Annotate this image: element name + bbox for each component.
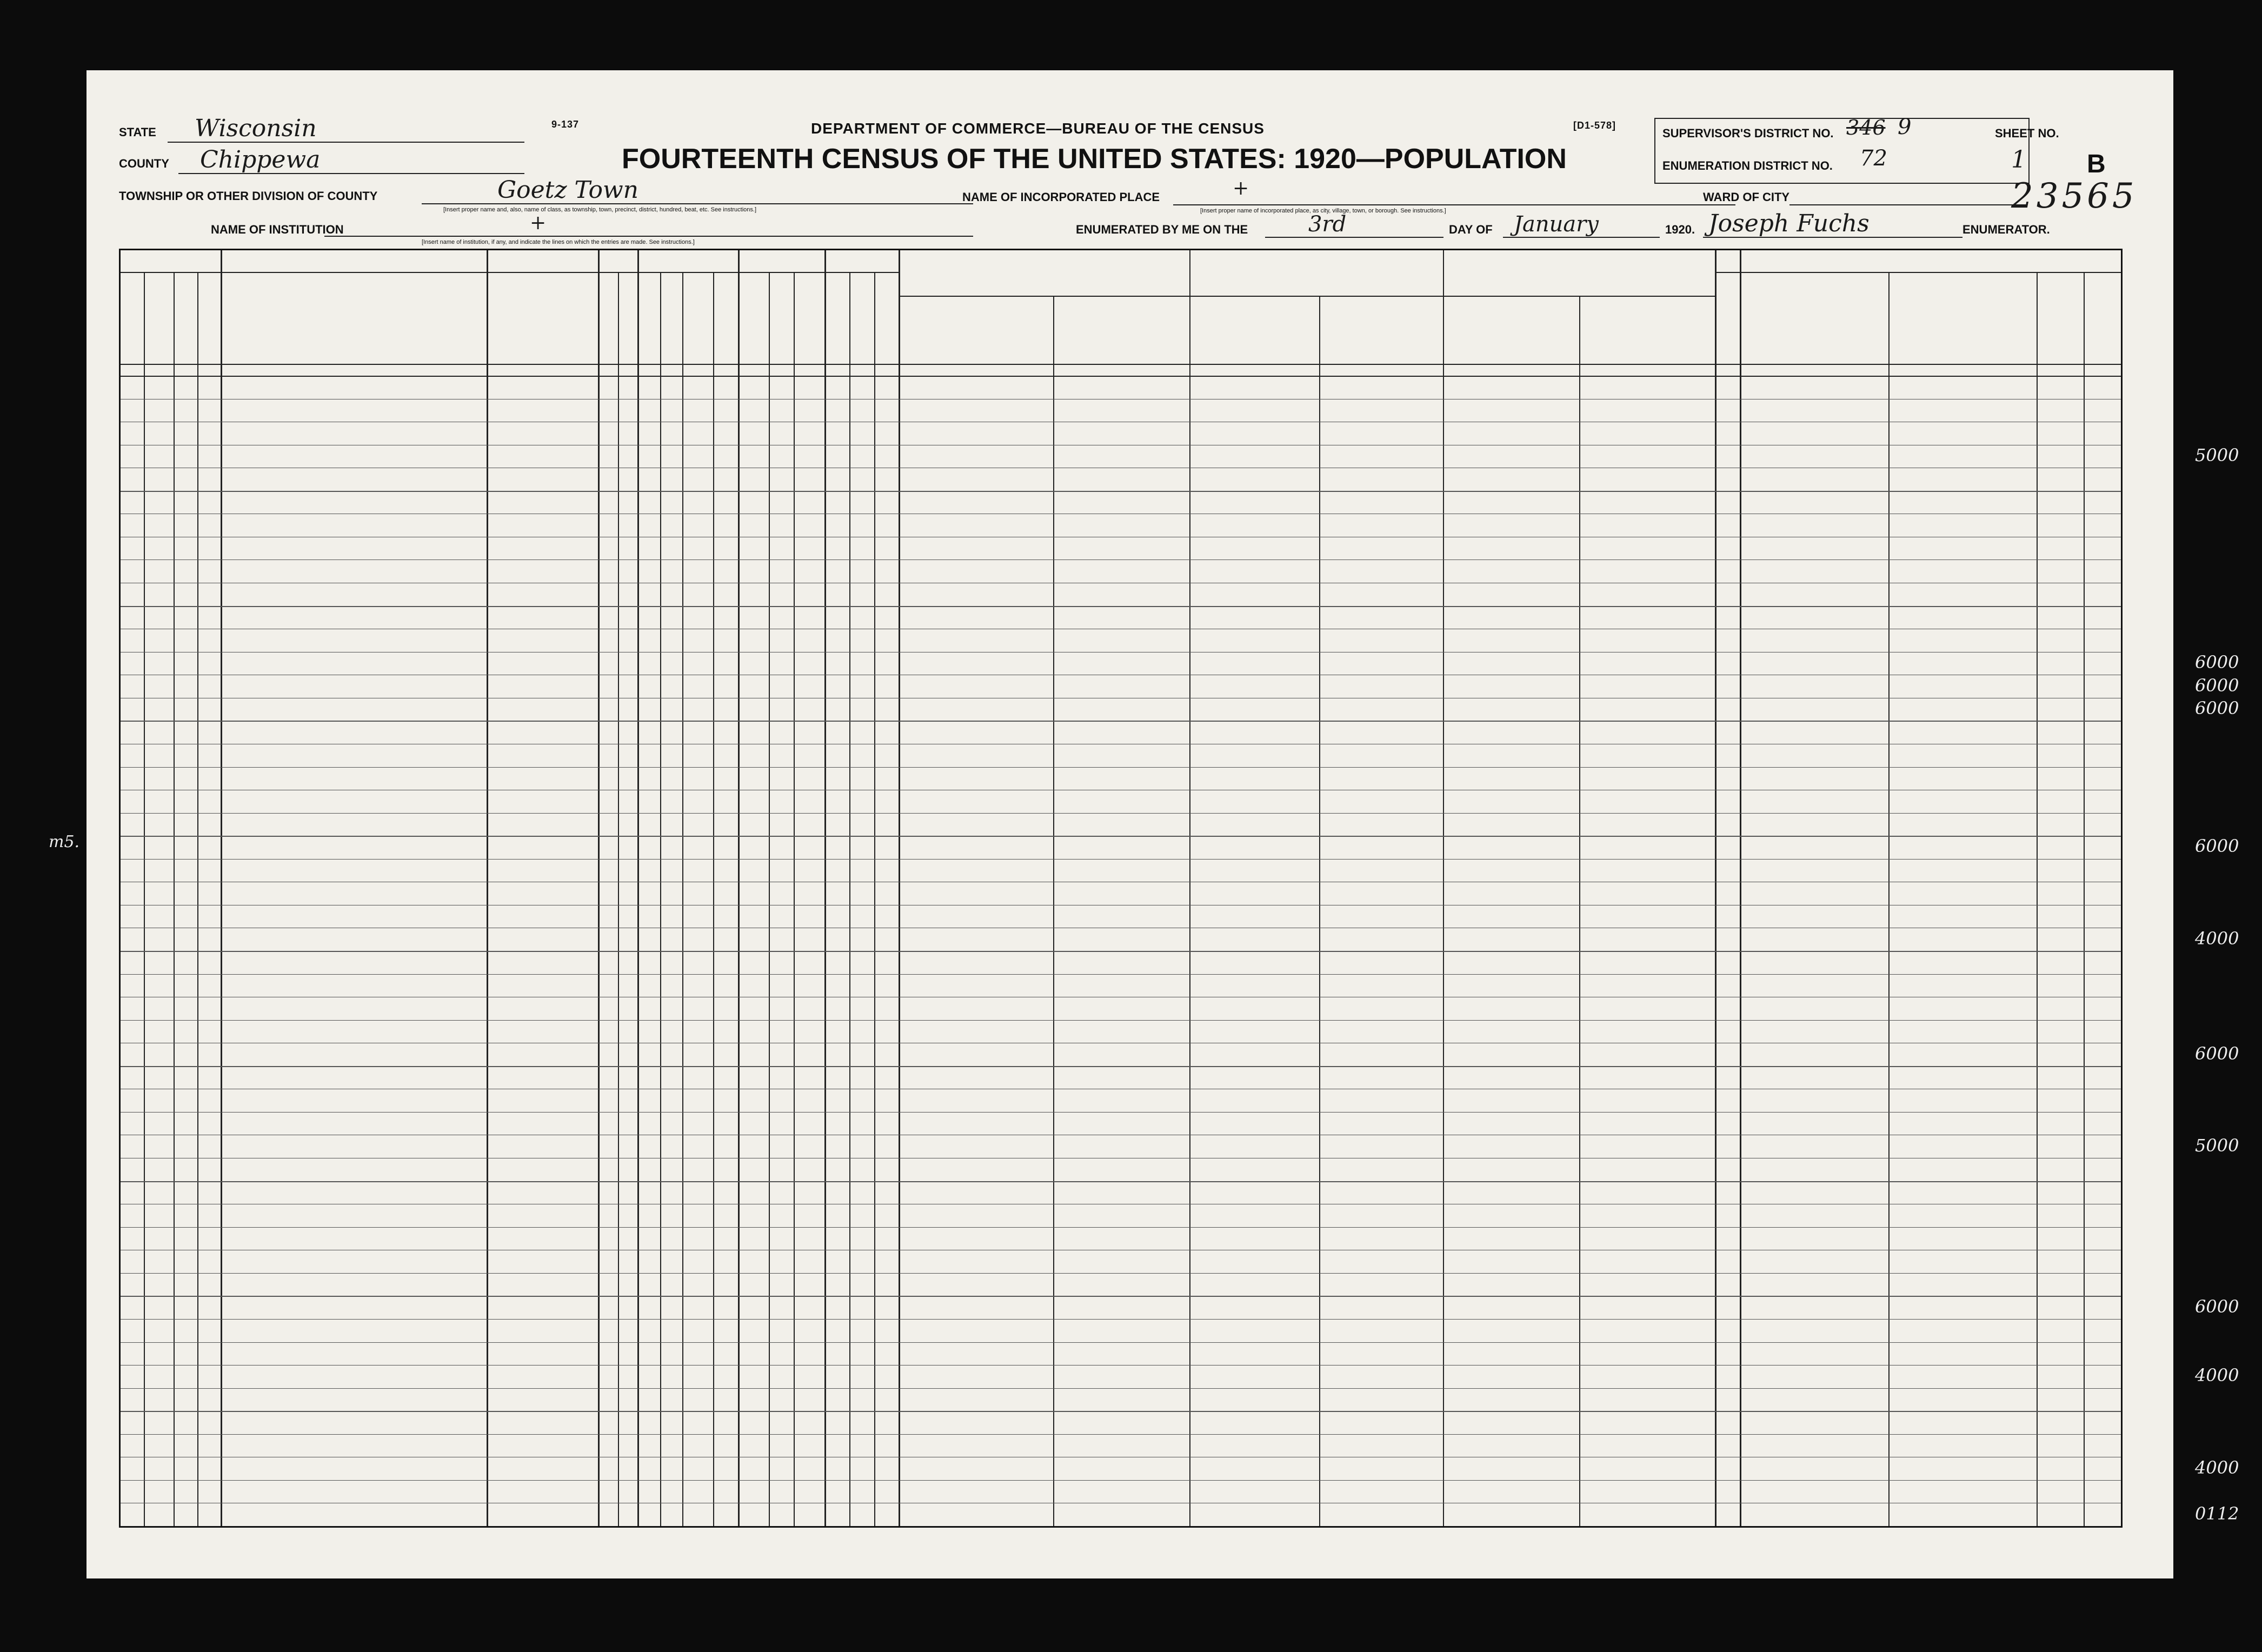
county-value: Chippewa	[200, 146, 321, 174]
census-title: FOURTEENTH CENSUS OF THE UNITED STATES: 1920—POPULATION	[622, 143, 1567, 175]
left-margin-note: m5.	[49, 832, 80, 851]
margin-note: 4000	[2195, 928, 2239, 949]
margin-note: 6000	[2195, 1296, 2239, 1317]
institution-note: [Insert name of institution, if any, and indicate the lines on which the entries are made. See instructions.]	[422, 239, 695, 245]
column-head-5	[222, 275, 485, 362]
department-title: DEPARTMENT OF COMMERCE—BUREAU OF THE CENSUS	[811, 120, 1265, 137]
incorporated-note: [Insert proper name of incorporated place, as city, village, town, or borough. See instructions.]	[1200, 208, 1446, 214]
margin-note: 4000	[2195, 1457, 2239, 1478]
column-head-20	[1054, 310, 1188, 362]
column-head-7	[599, 275, 617, 362]
column-head-15	[795, 275, 823, 362]
column-head-8	[619, 275, 636, 362]
ward-label: WARD OF CITY	[1703, 190, 1790, 204]
margin-note: 6000	[2195, 675, 2239, 696]
state-value: Wisconsin	[195, 115, 317, 142]
incorporated-value: +	[1233, 177, 1249, 199]
column-head-11	[683, 275, 712, 362]
enumerated-month: January	[1514, 212, 1599, 237]
township-label: TOWNSHIP OR OTHER DIVISION OF COUNTY	[119, 189, 378, 203]
margin-note: 6000	[2195, 836, 2239, 857]
column-head-10	[661, 275, 681, 362]
archive-stamp: 23565	[2011, 176, 2138, 216]
column-head-28	[2038, 275, 2083, 362]
margin-note: 5000	[2195, 1135, 2239, 1156]
sheet-letter: B	[2087, 150, 2106, 178]
margin-note: 4000	[2195, 1365, 2239, 1386]
column-head-2	[145, 275, 172, 362]
enumeration-value: 72	[1860, 146, 1887, 171]
day-of-label: DAY OF	[1449, 223, 1493, 236]
column-head-19	[900, 310, 1052, 362]
column-head-22	[1320, 310, 1442, 362]
column-head-3	[175, 275, 196, 362]
sheet-label: SHEET NO.	[1995, 126, 2059, 140]
column-head-24	[1580, 310, 1714, 362]
column-head-25	[1716, 275, 1739, 362]
margin-note: 6000	[2195, 652, 2239, 672]
enumerator-name: Joseph Fuchs	[1708, 210, 1870, 237]
enumeration-label: ENUMERATION DISTRICT NO.	[1662, 159, 1833, 172]
year-label: 1920.	[1665, 223, 1695, 236]
state-label: STATE	[119, 125, 156, 139]
supervisor-struck: 346	[1846, 116, 1886, 139]
margin-note: 5000	[2195, 444, 2239, 465]
institution-label: NAME OF INSTITUTION	[211, 223, 344, 236]
form-number: 9-137	[551, 119, 580, 130]
institution-value: +	[530, 212, 547, 234]
enumerator-label: ENUMERATOR.	[1962, 223, 2050, 236]
township-value: Goetz Town	[497, 176, 638, 204]
enumerated-label: ENUMERATED BY ME ON THE	[1076, 223, 1248, 236]
township-note: [Insert proper name and, also, name of class, as township, town, precinct, district, hundred, beat, etc. See instructions.]	[443, 206, 757, 213]
margin-note: 6000	[2195, 1043, 2239, 1064]
column-head-21	[1190, 310, 1318, 362]
column-head-9	[638, 275, 659, 362]
column-head-18	[875, 275, 897, 362]
column-head-17	[850, 275, 873, 362]
margin-note: 6000	[2195, 698, 2239, 719]
census-sheet	[87, 70, 2173, 1578]
column-head-4	[198, 275, 219, 362]
column-head-1	[122, 275, 143, 362]
margin-note: 0112	[2195, 1503, 2239, 1524]
incorporated-label: NAME OF INCORPORATED PLACE	[962, 190, 1160, 204]
sheet-value: 1	[2011, 146, 2026, 174]
column-head-14	[770, 275, 793, 362]
column-head-26	[1741, 275, 1887, 362]
column-head-13	[739, 275, 768, 362]
column-head-23	[1444, 310, 1578, 362]
supervisor-value: 9	[1898, 115, 1912, 139]
enumerated-day: 3rd	[1308, 212, 1347, 237]
column-head-16	[826, 275, 848, 362]
supervisor-label: SUPERVISOR'S DISTRICT NO.	[1662, 126, 1834, 140]
form-code: [D1-578]	[1573, 120, 1616, 131]
column-head-29	[2085, 275, 2120, 362]
county-label: COUNTY	[119, 157, 169, 170]
census-table	[119, 249, 2123, 1528]
column-head-27	[1890, 275, 2035, 362]
column-head-12	[714, 275, 737, 362]
column-head-6	[488, 275, 597, 362]
